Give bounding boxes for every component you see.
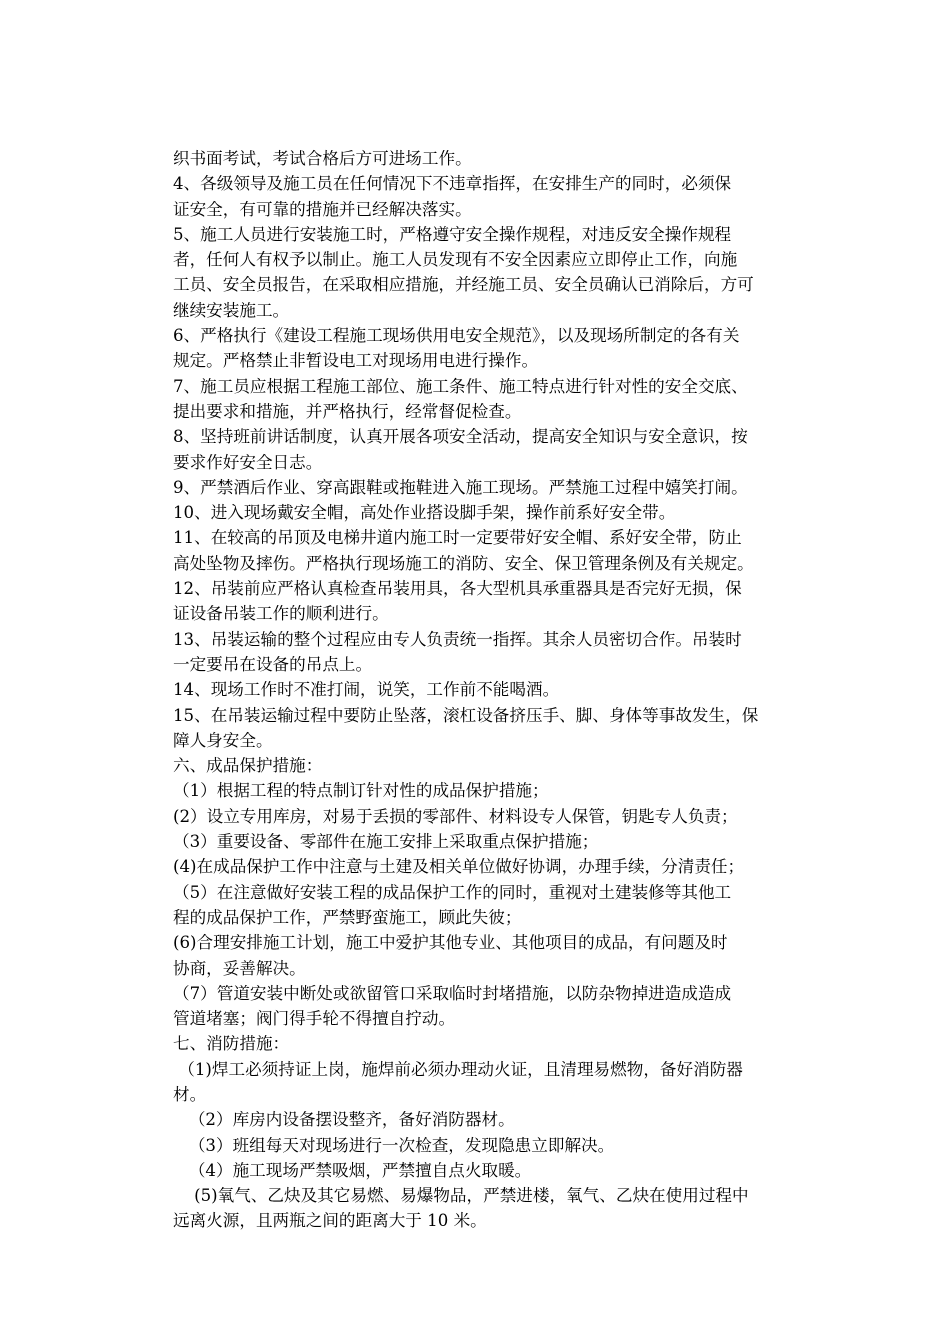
text-line: (5)氧气、乙炔及其它易燃、易爆物品，严禁进楼，氧气、乙炔在使用过程中 (173, 1186, 749, 1206)
text-line: 管道堵塞；阀门得手轮不得擅自拧动。 (173, 1009, 456, 1029)
text-line: 继续安装施工。 (173, 300, 290, 320)
text-line: 14、现场工作时不准打闹，说笑，工作前不能喝酒。 (173, 680, 560, 700)
text-line: 织书面考试，考试合格后方可进场工作。 (173, 149, 472, 168)
text-line: 规定。严格禁止非暂设电工对现场用电进行操作。 (173, 351, 539, 371)
text-line: 8、坚持班前讲话制度，认真开展各项安全活动，提高安全知识与安全意识，按 (173, 427, 748, 447)
text-line: 一定要吊在设备的吊点上。 (173, 654, 373, 674)
text-line: 6、严格执行《建设工程施工现场供用电安全规范》，以及现场所制定的各有关 (173, 326, 740, 346)
text-line: （4）施工现场严禁吸烟，严禁擅自点火取暖。 (173, 1160, 532, 1180)
text-line: （1)焊工必须持证上岗，施焊前必须办理动火证，且清理易燃物，备好消防器 (173, 1059, 743, 1079)
text-line: 提出要求和措施，并严格执行，经常督促检查。 (173, 401, 522, 421)
text-line: 13、吊装运输的整个过程应由专人负责统一指挥。其余人员密切合作。吊装时 (173, 629, 742, 649)
text-line: (2）设立专用库房，对易于丢损的零部件、材料设专人保管，钥匙专人负责； (173, 806, 738, 826)
text-line: （3）班组每天对现场进行一次检查，发现隐患立即解决。 (173, 1135, 615, 1155)
section-heading: 六、成品保护措施： (173, 756, 323, 776)
text-line: 要求作好安全日志。 (173, 452, 323, 472)
text-line: 工员、安全员报告，在采取相应措施，并经施工员、安全员确认已消除后，方可 (173, 275, 754, 295)
text-line: 7、施工员应根据工程施工部位、施工条件、施工特点进行针对性的安全交底、 (173, 376, 748, 396)
text-line: 10、进入现场戴安全帽，高处作业搭设脚手架，操作前系好安全带。 (173, 503, 676, 523)
text-line: 证设备吊装工作的顺利进行。 (173, 604, 389, 624)
text-line: （5）在注意做好安装工程的成品保护工作的同时，重视对土建装修等其他工 (173, 882, 732, 902)
text-line: 障人身安全。 (173, 730, 273, 750)
text-line: （2）库房内设备摆设整齐，备好消防器材。 (173, 1110, 515, 1130)
body-text (173, 146, 813, 1234)
text-line: （3）重要设备、零部件在施工安排上采取重点保护措施； (173, 832, 599, 852)
text-line: 12、吊装前应严格认真检查吊装用具，各大型机具承重器具是否完好无损，保 (173, 579, 742, 599)
text-line: （7）管道安装中断处或欲留管口采取临时封堵措施，以防杂物掉进造成造成 (173, 983, 732, 1003)
text-line: 11、在较高的吊顶及电梯井道内施工时一定要带好安全帽、系好安全带，防止 (173, 528, 742, 548)
text-line: 15、在吊装运输过程中要防止坠落，滚杠设备挤压手、脚、身体等事故发生，保 (173, 705, 759, 725)
text-line: 材。 (173, 1084, 207, 1104)
text-line: (4)在成品保护工作中注意与土建及相关单位做好协调，办理手续，分清责任； (173, 857, 745, 877)
text-line: （1）根据工程的特点制订针对性的成品保护措施； (173, 781, 549, 801)
text-line: 远离火源，且两瓶之间的距离大于 10 米。 (173, 1211, 487, 1231)
section-heading: 七、消防措施： (173, 1034, 290, 1054)
text-line: 4、各级领导及施工员在任何情况下不违章指挥，在安排生产的同时，必须保 (173, 174, 732, 194)
text-line: (6)合理安排施工计划，施工中爱护其他专业、其他项目的成品，有问题及时 (173, 933, 728, 953)
text-line: 者，任何人有权予以制止。施工人员发现有不安全因素应立即停止工作，向施 (173, 250, 738, 270)
text-line: 证安全，有可靠的措施并已经解决落实。 (173, 199, 472, 219)
text-line: 5、施工人员进行安装施工时，严格遵守安全操作规程，对违反安全操作规程 (173, 224, 732, 244)
text-line: 高处坠物及摔伤。严格执行现场施工的消防、安全、保卫管理条例及有关规定。 (173, 553, 754, 573)
text-line: 9、严禁酒后作业、穿高跟鞋或拖鞋进入施工现场。严禁施工过程中嬉笑打闹。 (173, 477, 748, 497)
text-line: 协商，妥善解决。 (173, 958, 306, 978)
text-line: 程的成品保护工作，严禁野蛮施工，顾此失彼； (173, 907, 522, 927)
